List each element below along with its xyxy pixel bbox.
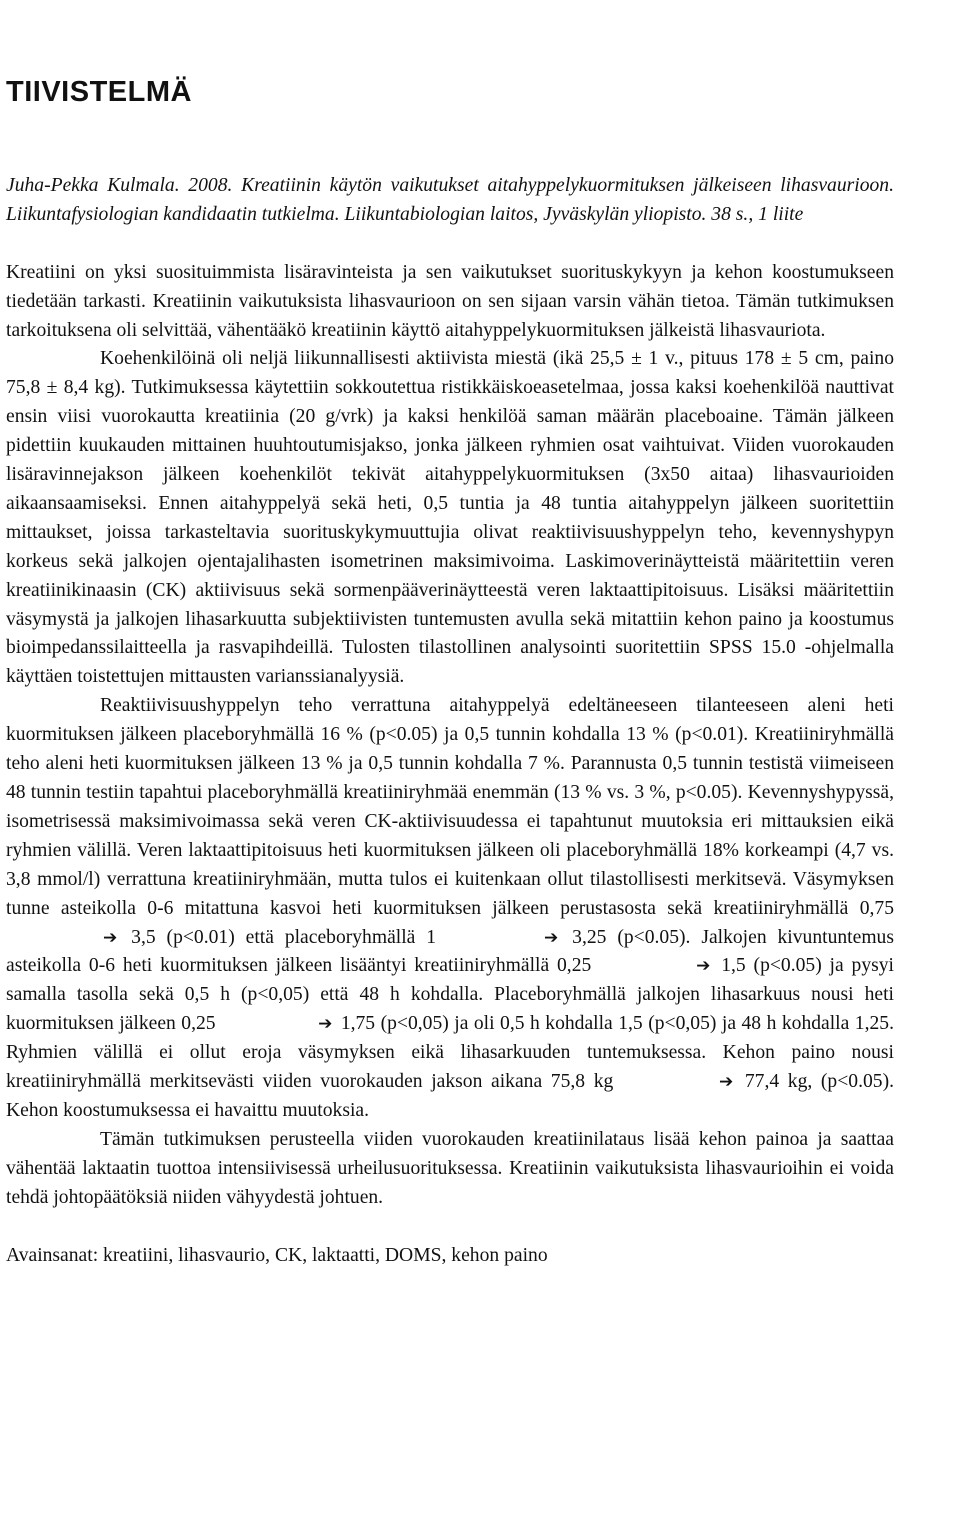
- arrow-icon: ➔: [543, 927, 559, 948]
- arrow-icon: ➔: [718, 1072, 734, 1093]
- arrow-icon: ➔: [318, 1014, 333, 1035]
- paragraph-methods: Koehenkilöinä oli neljä liikunnallisesti aktiivista miestä (ikä 25,5 ± 1 v., pituus 178 ± 5 cm, paino 75,8 ± 8,4 kg). Tutkimuksessa käytettiin sokkoutettua ristikkäiskoeasetelmaa, jossa kaksi koehenkilöä nauttivat ensin viisi vuorokautta kreatiinia (20 g/vrk) ja kaksi henkilöä saman määrän placeboaine. Tämän jälkeen pidettiin kuukauden mittainen huuhtoutumisjakso, jonka jälkeen ryhmien osat vaihtuivat. Viiden vuorokauden lisäravinnejakson jälkeen koehenkilöt tekivät aitahyppelykuormituksen (3x50 aitaa) lihasvaurioiden aikaansaamiseksi. Ennen aitahyppelyä sekä heti, 0,5 tuntia ja 48 tuntia aitahyppelyn jälkeen suoritettiin mittaukset, joissa tarkasteltavia suorituskykymuuttujia olivat reaktiivisuushyppelyn teho, kevennyshypyn korkeus sekä jalkojen ojentajalihasten isometrinen maksimivoima. Laskimoverinäytteistä määritettiin veren kreatiinikinaasin (CK) aktiivisuus sekä sormenpääverinäytteestä veren laktaattipitoisuus. Lisäksi määritettiin väsymystä ja jalkojen lihasarkuutta subjektiivisten tuntemusten avulla sekä mitattiin kehon paino ja koostumus bioimpedanssilaitteella ja rasvapihdeillä. Tulosten tilastollinen analysointi suoritettiin SPSS 15.0 -ohjelmalla käyttäen toistettujen mittausten varianssianalyysiä.: [6, 348, 894, 688]
- paragraph-intro: Kreatiini on yksi suosituimmista lisäravinteista ja sen vaikutukset suorituskykyyn ja kehon koostumukseen tiedetään tarkasti. Kreatiinin vaikutuksista lihasvaurioon on sen sijaan varsin vähän tietoa. Tämän tutkimuksen tarkoituksena oli selvittää, vähentääkö kreatiinin käyttö aitahyppelykuormituksen jälkeistä lihasvauriota.: [6, 261, 894, 341]
- citation: Juha-Pekka Kulmala. 2008. Kreatiinin käytön vaikutukset aitahyppelykuormituksen jälkeiseen lihasvaurioon. Liikuntafysiologian kandidaatin tutkielma. Liikuntabiologian laitos, Jyväskylän yliopisto. 38 s., 1 liite: [6, 175, 894, 225]
- paragraph-conclusion: Tämän tutkimuksen perusteella viiden vuorokauden kreatiinilataus lisää kehon painoa ja saattaa vähentää laktaatin tuottoa intensiivisessä urheilusuorituksessa. Kreatiinin vaikutuksista lihasvaurioihin ei voida tehdä johtopäätöksiä niiden vähyydestä johtuen.: [6, 1128, 894, 1208]
- results-part-3: 3,25 (p<0.05). Jalkojen kivuntuntemus asteikolla 0-6 heti kuormituksen jälkeen lisääntyi kreatiiniryhmällä 0,25: [6, 926, 894, 977]
- results-part-1: Reaktiivisuushyppelyn teho verrattuna aitahyppelyä edeltäneeseen tilanteeseen aleni heti kuormituksen jälkeen placeboryhmällä 16 % (p<0.05) ja 0,5 tunnin kohdalla 13 % (p<0.01). Kreatiiniryhmällä teho aleni heti kuormituksen jälkeen 13 % ja 0,5 tunnin kohdalla 7 %. Parannusta 0,5 tunnin testistä viimeiseen 48 tunnin testiin tapahtui placeboryhmällä kreatiiniryhmää enemmän (13 % vs. 3 %, p<0.05). Kevennyshypyssä, isometrisessä maksimivoimassa sekä veren CK-aktiivisuudessa ei tapahtunut muutoksia eri mittauksien eikä ryhmien välillä. Veren laktaattipitoisuus heti kuormituksen jälkeen oli placeboryhmällä 18% korkeampi (4,7 vs. 3,8 mmol/l) verrattuna kreatiiniryhmään, mutta tulos ei kuitenkaan ollut tilastollisesti merkitsevä. Väsymyksen tunne asteikolla 0-6 mitattuna kasvoi heti kuormituksen jälkeen perustasosta sekä kreatiiniryhmällä 0,75: [6, 695, 894, 919]
- abstract-body: [6, 172, 894, 1270]
- page-title: TIIVISTELMÄ: [6, 76, 192, 108]
- results-part-5: 1,75 (p<0,05) ja oli 0,5 h kohdalla 1,5 (p<0,05) ja 48 h kohdalla 1,25. Ryhmien välillä ei ollut eroja väsymyksen eikä lihasarkuuden tuntemuksessa. Kehon paino nousi kreatiiniryhmällä merkitsevästi viiden vuorokauden jakson aikana 75,8 kg: [6, 1013, 894, 1093]
- results-part-2: 3,5 (p<0.01) että placeboryhmällä 1: [131, 926, 437, 948]
- results-part-6: 77,4 kg, (p<0.05). Kehon koostumuksessa ei havaittu muutoksia.: [6, 1071, 894, 1121]
- paragraph-results: [6, 692, 894, 1126]
- keywords: Avainsanat: kreatiini, lihasvaurio, CK, laktaatti, DOMS, kehon paino: [6, 1244, 548, 1266]
- arrow-icon: ➔: [696, 956, 711, 977]
- results-part-4: 1,5 (p<0.05) ja pysyi samalla tasolla sekä 0,5 h (p<0,05) että 48 h kohdalla. Placeboryhmällä jalkojen lihasarkuus nousi heti kuormituksen jälkeen 0,25: [6, 955, 894, 1035]
- arrow-icon: ➔: [103, 927, 118, 948]
